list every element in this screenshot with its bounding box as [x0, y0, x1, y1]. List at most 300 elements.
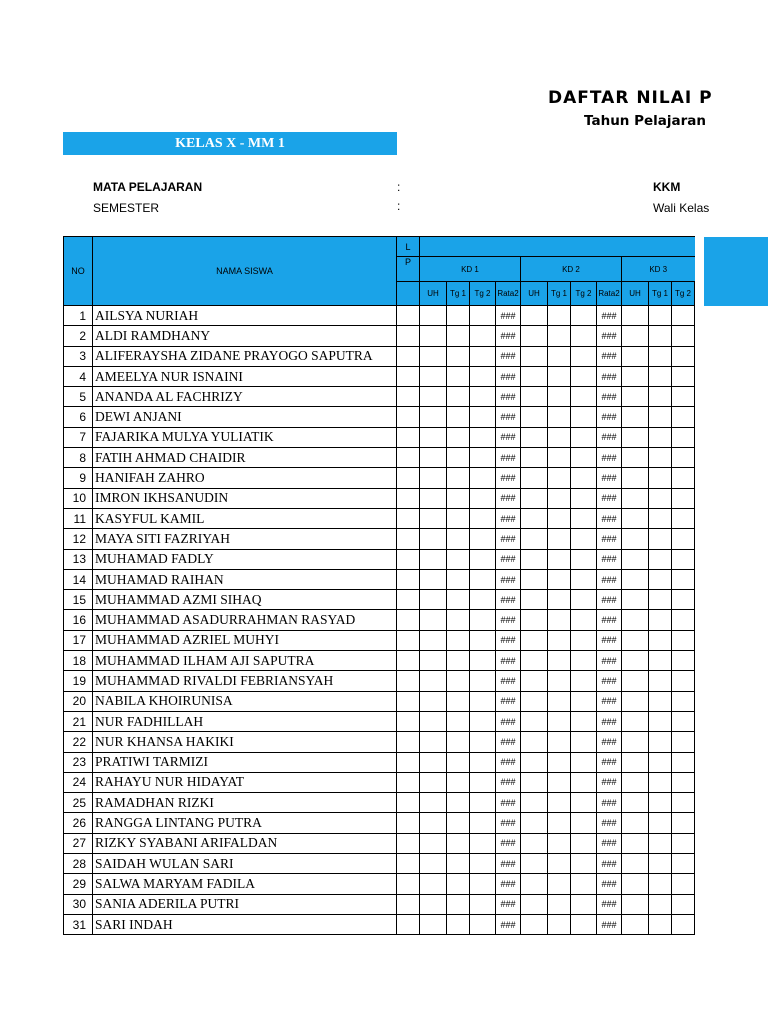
kd1-uh-cell[interactable]: [420, 671, 447, 691]
kd1-tg1-cell[interactable]: [447, 914, 470, 934]
kd1-uh-cell[interactable]: [420, 448, 447, 468]
kd2-tg2-cell[interactable]: [571, 407, 597, 427]
kd1-uh-cell[interactable]: [420, 346, 447, 366]
gender-cell[interactable]: [397, 813, 420, 833]
kd2-uh-cell[interactable]: [521, 671, 548, 691]
kd3-tg2-cell[interactable]: [672, 630, 695, 650]
kd3-tg2-cell[interactable]: [672, 752, 695, 772]
kd2-uh-cell[interactable]: [521, 448, 548, 468]
kd2-uh-cell[interactable]: [521, 914, 548, 934]
kd3-uh-cell[interactable]: [622, 914, 649, 934]
kd2-tg1-cell[interactable]: [548, 752, 571, 772]
kd2-uh-cell[interactable]: [521, 407, 548, 427]
gender-cell[interactable]: [397, 326, 420, 346]
kd3-uh-cell[interactable]: [622, 529, 649, 549]
kd1-uh-cell[interactable]: [420, 833, 447, 853]
kd1-tg2-cell[interactable]: [470, 590, 496, 610]
gender-cell[interactable]: [397, 833, 420, 853]
gender-cell[interactable]: [397, 508, 420, 528]
kd3-tg2-cell[interactable]: [672, 793, 695, 813]
kd2-tg1-cell[interactable]: [548, 407, 571, 427]
kd3-uh-cell[interactable]: [622, 711, 649, 731]
gender-cell[interactable]: [397, 914, 420, 934]
gender-cell[interactable]: [397, 793, 420, 813]
kd3-tg1-cell[interactable]: [649, 711, 672, 731]
kd1-tg2-cell[interactable]: [470, 569, 496, 589]
kd1-uh-cell[interactable]: [420, 508, 447, 528]
kd2-tg1-cell[interactable]: [548, 468, 571, 488]
kd1-tg2-cell[interactable]: [470, 427, 496, 447]
gender-cell[interactable]: [397, 427, 420, 447]
kd1-uh-cell[interactable]: [420, 651, 447, 671]
kd2-tg2-cell[interactable]: [571, 732, 597, 752]
kd1-uh-cell[interactable]: [420, 813, 447, 833]
kd2-tg1-cell[interactable]: [548, 610, 571, 630]
kd1-tg1-cell[interactable]: [447, 488, 470, 508]
kd1-uh-cell[interactable]: [420, 894, 447, 914]
kd3-tg1-cell[interactable]: [649, 793, 672, 813]
kd2-uh-cell[interactable]: [521, 772, 548, 792]
kd2-uh-cell[interactable]: [521, 874, 548, 894]
kd3-tg1-cell[interactable]: [649, 651, 672, 671]
kd1-uh-cell[interactable]: [420, 772, 447, 792]
kd2-uh-cell[interactable]: [521, 651, 548, 671]
kd3-uh-cell[interactable]: [622, 569, 649, 589]
kd1-tg1-cell[interactable]: [447, 387, 470, 407]
kd2-tg2-cell[interactable]: [571, 346, 597, 366]
kd1-tg1-cell[interactable]: [447, 894, 470, 914]
kd1-tg2-cell[interactable]: [470, 508, 496, 528]
kd1-uh-cell[interactable]: [420, 630, 447, 650]
kd3-tg1-cell[interactable]: [649, 772, 672, 792]
gender-cell[interactable]: [397, 691, 420, 711]
gender-cell[interactable]: [397, 529, 420, 549]
kd2-uh-cell[interactable]: [521, 569, 548, 589]
kd2-tg2-cell[interactable]: [571, 488, 597, 508]
kd3-tg2-cell[interactable]: [672, 366, 695, 386]
kd2-tg1-cell[interactable]: [548, 590, 571, 610]
kd3-tg2-cell[interactable]: [672, 691, 695, 711]
kd3-uh-cell[interactable]: [622, 671, 649, 691]
kd2-uh-cell[interactable]: [521, 711, 548, 731]
kd2-tg2-cell[interactable]: [571, 590, 597, 610]
kd3-uh-cell[interactable]: [622, 366, 649, 386]
kd3-tg2-cell[interactable]: [672, 671, 695, 691]
kd2-tg1-cell[interactable]: [548, 488, 571, 508]
kd1-uh-cell[interactable]: [420, 427, 447, 447]
kd1-tg1-cell[interactable]: [447, 651, 470, 671]
kd3-tg2-cell[interactable]: [672, 590, 695, 610]
kd2-tg2-cell[interactable]: [571, 610, 597, 630]
kd2-tg2-cell[interactable]: [571, 874, 597, 894]
kd1-tg2-cell[interactable]: [470, 914, 496, 934]
kd3-tg2-cell[interactable]: [672, 914, 695, 934]
kd3-tg2-cell[interactable]: [672, 813, 695, 833]
kd1-tg2-cell[interactable]: [470, 488, 496, 508]
kd2-uh-cell[interactable]: [521, 549, 548, 569]
kd2-tg2-cell[interactable]: [571, 549, 597, 569]
kd2-uh-cell[interactable]: [521, 366, 548, 386]
kd3-uh-cell[interactable]: [622, 387, 649, 407]
kd3-tg1-cell[interactable]: [649, 854, 672, 874]
kd2-tg1-cell[interactable]: [548, 874, 571, 894]
kd3-uh-cell[interactable]: [622, 549, 649, 569]
kd1-uh-cell[interactable]: [420, 793, 447, 813]
kd2-tg1-cell[interactable]: [548, 914, 571, 934]
kd2-tg1-cell[interactable]: [548, 346, 571, 366]
kd3-uh-cell[interactable]: [622, 488, 649, 508]
kd3-tg2-cell[interactable]: [672, 306, 695, 326]
kd1-tg1-cell[interactable]: [447, 346, 470, 366]
kd3-tg2-cell[interactable]: [672, 610, 695, 630]
gender-cell[interactable]: [397, 366, 420, 386]
kd1-tg2-cell[interactable]: [470, 651, 496, 671]
kd3-tg2-cell[interactable]: [672, 468, 695, 488]
kd2-tg2-cell[interactable]: [571, 529, 597, 549]
kd1-tg2-cell[interactable]: [470, 732, 496, 752]
kd2-tg2-cell[interactable]: [571, 448, 597, 468]
kd3-tg2-cell[interactable]: [672, 508, 695, 528]
kd1-uh-cell[interactable]: [420, 488, 447, 508]
kd3-uh-cell[interactable]: [622, 590, 649, 610]
kd1-uh-cell[interactable]: [420, 610, 447, 630]
kd1-tg2-cell[interactable]: [470, 711, 496, 731]
kd1-tg1-cell[interactable]: [447, 874, 470, 894]
kd3-uh-cell[interactable]: [622, 306, 649, 326]
kd1-uh-cell[interactable]: [420, 590, 447, 610]
kd3-tg2-cell[interactable]: [672, 549, 695, 569]
kd3-tg1-cell[interactable]: [649, 427, 672, 447]
kd3-tg1-cell[interactable]: [649, 326, 672, 346]
gender-cell[interactable]: [397, 671, 420, 691]
gender-cell[interactable]: [397, 752, 420, 772]
kd2-tg2-cell[interactable]: [571, 914, 597, 934]
kd3-tg1-cell[interactable]: [649, 630, 672, 650]
kd1-tg2-cell[interactable]: [470, 366, 496, 386]
kd2-tg2-cell[interactable]: [571, 427, 597, 447]
kd3-tg1-cell[interactable]: [649, 488, 672, 508]
kd2-tg1-cell[interactable]: [548, 691, 571, 711]
kd3-tg1-cell[interactable]: [649, 732, 672, 752]
kd1-uh-cell[interactable]: [420, 387, 447, 407]
kd1-tg1-cell[interactable]: [447, 813, 470, 833]
kd2-tg2-cell[interactable]: [571, 326, 597, 346]
kd3-tg1-cell[interactable]: [649, 387, 672, 407]
gender-cell[interactable]: [397, 549, 420, 569]
kd2-tg1-cell[interactable]: [548, 569, 571, 589]
kd1-tg1-cell[interactable]: [447, 529, 470, 549]
kd2-uh-cell[interactable]: [521, 508, 548, 528]
kd3-uh-cell[interactable]: [622, 326, 649, 346]
kd2-tg1-cell[interactable]: [548, 732, 571, 752]
gender-cell[interactable]: [397, 711, 420, 731]
kd3-uh-cell[interactable]: [622, 732, 649, 752]
kd1-tg2-cell[interactable]: [470, 306, 496, 326]
kd3-tg1-cell[interactable]: [649, 508, 672, 528]
gender-cell[interactable]: [397, 346, 420, 366]
kd1-tg1-cell[interactable]: [447, 448, 470, 468]
gender-cell[interactable]: [397, 407, 420, 427]
kd3-tg2-cell[interactable]: [672, 732, 695, 752]
kd2-tg1-cell[interactable]: [548, 772, 571, 792]
kd2-tg2-cell[interactable]: [571, 306, 597, 326]
kd2-tg1-cell[interactable]: [548, 630, 571, 650]
kd2-tg2-cell[interactable]: [571, 468, 597, 488]
kd2-tg2-cell[interactable]: [571, 630, 597, 650]
kd3-uh-cell[interactable]: [622, 833, 649, 853]
kd1-tg1-cell[interactable]: [447, 833, 470, 853]
kd1-tg2-cell[interactable]: [470, 793, 496, 813]
kd2-tg2-cell[interactable]: [571, 894, 597, 914]
kd1-uh-cell[interactable]: [420, 306, 447, 326]
kd1-tg1-cell[interactable]: [447, 326, 470, 346]
kd2-uh-cell[interactable]: [521, 529, 548, 549]
kd3-uh-cell[interactable]: [622, 407, 649, 427]
kd3-tg1-cell[interactable]: [649, 346, 672, 366]
kd2-uh-cell[interactable]: [521, 306, 548, 326]
gender-cell[interactable]: [397, 732, 420, 752]
kd3-uh-cell[interactable]: [622, 772, 649, 792]
kd2-uh-cell[interactable]: [521, 894, 548, 914]
kd3-tg2-cell[interactable]: [672, 448, 695, 468]
kd2-tg1-cell[interactable]: [548, 894, 571, 914]
kd3-tg1-cell[interactable]: [649, 448, 672, 468]
gender-cell[interactable]: [397, 772, 420, 792]
kd1-tg1-cell[interactable]: [447, 752, 470, 772]
kd1-uh-cell[interactable]: [420, 549, 447, 569]
kd2-tg1-cell[interactable]: [548, 427, 571, 447]
kd2-tg1-cell[interactable]: [548, 651, 571, 671]
kd1-uh-cell[interactable]: [420, 691, 447, 711]
kd3-uh-cell[interactable]: [622, 874, 649, 894]
kd1-tg1-cell[interactable]: [447, 427, 470, 447]
kd1-tg2-cell[interactable]: [470, 610, 496, 630]
kd2-tg1-cell[interactable]: [548, 813, 571, 833]
kd1-tg2-cell[interactable]: [470, 894, 496, 914]
kd3-tg1-cell[interactable]: [649, 691, 672, 711]
kd2-uh-cell[interactable]: [521, 691, 548, 711]
kd1-tg1-cell[interactable]: [447, 468, 470, 488]
kd2-tg2-cell[interactable]: [571, 569, 597, 589]
kd2-tg1-cell[interactable]: [548, 711, 571, 731]
kd3-uh-cell[interactable]: [622, 752, 649, 772]
kd1-uh-cell[interactable]: [420, 468, 447, 488]
kd3-tg2-cell[interactable]: [672, 427, 695, 447]
kd2-tg2-cell[interactable]: [571, 671, 597, 691]
kd2-uh-cell[interactable]: [521, 387, 548, 407]
kd2-uh-cell[interactable]: [521, 752, 548, 772]
kd1-tg1-cell[interactable]: [447, 671, 470, 691]
kd2-tg2-cell[interactable]: [571, 854, 597, 874]
kd2-tg2-cell[interactable]: [571, 387, 597, 407]
kd1-uh-cell[interactable]: [420, 366, 447, 386]
kd1-uh-cell[interactable]: [420, 854, 447, 874]
kd3-uh-cell[interactable]: [622, 508, 649, 528]
kd2-uh-cell[interactable]: [521, 346, 548, 366]
kd3-tg1-cell[interactable]: [649, 529, 672, 549]
kd1-tg2-cell[interactable]: [470, 854, 496, 874]
kd2-tg2-cell[interactable]: [571, 793, 597, 813]
kd1-uh-cell[interactable]: [420, 326, 447, 346]
kd2-tg1-cell[interactable]: [548, 387, 571, 407]
kd1-tg1-cell[interactable]: [447, 366, 470, 386]
kd3-tg1-cell[interactable]: [649, 610, 672, 630]
kd3-uh-cell[interactable]: [622, 651, 649, 671]
kd2-uh-cell[interactable]: [521, 813, 548, 833]
kd2-uh-cell[interactable]: [521, 854, 548, 874]
gender-cell[interactable]: [397, 854, 420, 874]
kd2-tg1-cell[interactable]: [548, 833, 571, 853]
gender-cell[interactable]: [397, 610, 420, 630]
kd3-tg1-cell[interactable]: [649, 813, 672, 833]
kd3-uh-cell[interactable]: [622, 448, 649, 468]
kd2-uh-cell[interactable]: [521, 793, 548, 813]
kd1-tg2-cell[interactable]: [470, 549, 496, 569]
kd1-tg1-cell[interactable]: [447, 711, 470, 731]
kd1-tg2-cell[interactable]: [470, 529, 496, 549]
kd2-tg2-cell[interactable]: [571, 772, 597, 792]
kd3-uh-cell[interactable]: [622, 610, 649, 630]
kd2-uh-cell[interactable]: [521, 427, 548, 447]
gender-cell[interactable]: [397, 387, 420, 407]
kd1-tg2-cell[interactable]: [470, 813, 496, 833]
kd2-tg2-cell[interactable]: [571, 752, 597, 772]
kd1-uh-cell[interactable]: [420, 914, 447, 934]
kd3-tg1-cell[interactable]: [649, 468, 672, 488]
kd1-uh-cell[interactable]: [420, 529, 447, 549]
kd2-tg1-cell[interactable]: [548, 529, 571, 549]
kd2-uh-cell[interactable]: [521, 833, 548, 853]
kd1-tg2-cell[interactable]: [470, 630, 496, 650]
gender-cell[interactable]: [397, 874, 420, 894]
kd3-tg1-cell[interactable]: [649, 366, 672, 386]
kd1-tg1-cell[interactable]: [447, 732, 470, 752]
kd2-uh-cell[interactable]: [521, 630, 548, 650]
kd2-uh-cell[interactable]: [521, 468, 548, 488]
kd3-uh-cell[interactable]: [622, 468, 649, 488]
kd1-tg1-cell[interactable]: [447, 854, 470, 874]
gender-cell[interactable]: [397, 306, 420, 326]
kd1-tg1-cell[interactable]: [447, 691, 470, 711]
kd2-tg2-cell[interactable]: [571, 691, 597, 711]
kd3-tg1-cell[interactable]: [649, 306, 672, 326]
kd1-tg1-cell[interactable]: [447, 306, 470, 326]
kd1-tg2-cell[interactable]: [470, 752, 496, 772]
gender-cell[interactable]: [397, 488, 420, 508]
kd3-tg2-cell[interactable]: [672, 529, 695, 549]
kd1-uh-cell[interactable]: [420, 711, 447, 731]
gender-cell[interactable]: [397, 590, 420, 610]
kd3-tg1-cell[interactable]: [649, 569, 672, 589]
kd3-uh-cell[interactable]: [622, 854, 649, 874]
kd2-tg1-cell[interactable]: [548, 326, 571, 346]
kd1-tg1-cell[interactable]: [447, 549, 470, 569]
kd2-tg1-cell[interactable]: [548, 671, 571, 691]
kd2-tg2-cell[interactable]: [571, 711, 597, 731]
kd1-tg2-cell[interactable]: [470, 671, 496, 691]
kd1-tg2-cell[interactable]: [470, 407, 496, 427]
kd3-tg2-cell[interactable]: [672, 346, 695, 366]
kd3-tg2-cell[interactable]: [672, 387, 695, 407]
kd3-uh-cell[interactable]: [622, 813, 649, 833]
gender-cell[interactable]: [397, 448, 420, 468]
kd3-uh-cell[interactable]: [622, 630, 649, 650]
kd1-uh-cell[interactable]: [420, 407, 447, 427]
kd2-tg2-cell[interactable]: [571, 651, 597, 671]
kd2-tg1-cell[interactable]: [548, 793, 571, 813]
kd3-uh-cell[interactable]: [622, 346, 649, 366]
kd2-tg1-cell[interactable]: [548, 549, 571, 569]
kd3-tg2-cell[interactable]: [672, 711, 695, 731]
kd2-uh-cell[interactable]: [521, 732, 548, 752]
kd1-uh-cell[interactable]: [420, 752, 447, 772]
gender-cell[interactable]: [397, 468, 420, 488]
kd1-tg2-cell[interactable]: [470, 346, 496, 366]
kd1-tg1-cell[interactable]: [447, 590, 470, 610]
kd1-uh-cell[interactable]: [420, 732, 447, 752]
kd3-tg1-cell[interactable]: [649, 894, 672, 914]
kd3-tg1-cell[interactable]: [649, 914, 672, 934]
kd2-uh-cell[interactable]: [521, 488, 548, 508]
kd2-uh-cell[interactable]: [521, 590, 548, 610]
kd2-tg1-cell[interactable]: [548, 508, 571, 528]
gender-cell[interactable]: [397, 630, 420, 650]
kd1-tg1-cell[interactable]: [447, 793, 470, 813]
kd1-tg2-cell[interactable]: [470, 874, 496, 894]
kd3-tg1-cell[interactable]: [649, 752, 672, 772]
kd1-tg2-cell[interactable]: [470, 833, 496, 853]
kd1-tg1-cell[interactable]: [447, 610, 470, 630]
kd2-tg2-cell[interactable]: [571, 833, 597, 853]
kd3-tg1-cell[interactable]: [649, 549, 672, 569]
kd3-tg2-cell[interactable]: [672, 488, 695, 508]
kd1-tg2-cell[interactable]: [470, 448, 496, 468]
kd3-tg1-cell[interactable]: [649, 407, 672, 427]
kd3-tg2-cell[interactable]: [672, 772, 695, 792]
kd1-tg2-cell[interactable]: [470, 772, 496, 792]
kd1-tg2-cell[interactable]: [470, 468, 496, 488]
kd2-tg2-cell[interactable]: [571, 813, 597, 833]
kd1-tg2-cell[interactable]: [470, 326, 496, 346]
kd2-tg2-cell[interactable]: [571, 508, 597, 528]
kd2-tg1-cell[interactable]: [548, 366, 571, 386]
kd3-uh-cell[interactable]: [622, 427, 649, 447]
kd3-tg1-cell[interactable]: [649, 590, 672, 610]
kd1-uh-cell[interactable]: [420, 874, 447, 894]
kd3-tg2-cell[interactable]: [672, 854, 695, 874]
kd3-tg2-cell[interactable]: [672, 894, 695, 914]
kd3-tg2-cell[interactable]: [672, 407, 695, 427]
kd3-tg1-cell[interactable]: [649, 671, 672, 691]
kd1-tg1-cell[interactable]: [447, 508, 470, 528]
kd1-tg1-cell[interactable]: [447, 630, 470, 650]
kd3-tg2-cell[interactable]: [672, 833, 695, 853]
kd3-tg2-cell[interactable]: [672, 326, 695, 346]
kd3-uh-cell[interactable]: [622, 691, 649, 711]
kd3-tg2-cell[interactable]: [672, 569, 695, 589]
kd1-tg1-cell[interactable]: [447, 772, 470, 792]
kd3-uh-cell[interactable]: [622, 894, 649, 914]
kd1-uh-cell[interactable]: [420, 569, 447, 589]
kd2-tg1-cell[interactable]: [548, 448, 571, 468]
kd3-tg2-cell[interactable]: [672, 874, 695, 894]
kd1-tg2-cell[interactable]: [470, 387, 496, 407]
kd1-tg1-cell[interactable]: [447, 407, 470, 427]
gender-cell[interactable]: [397, 651, 420, 671]
kd3-uh-cell[interactable]: [622, 793, 649, 813]
kd2-tg1-cell[interactable]: [548, 854, 571, 874]
kd2-uh-cell[interactable]: [521, 610, 548, 630]
